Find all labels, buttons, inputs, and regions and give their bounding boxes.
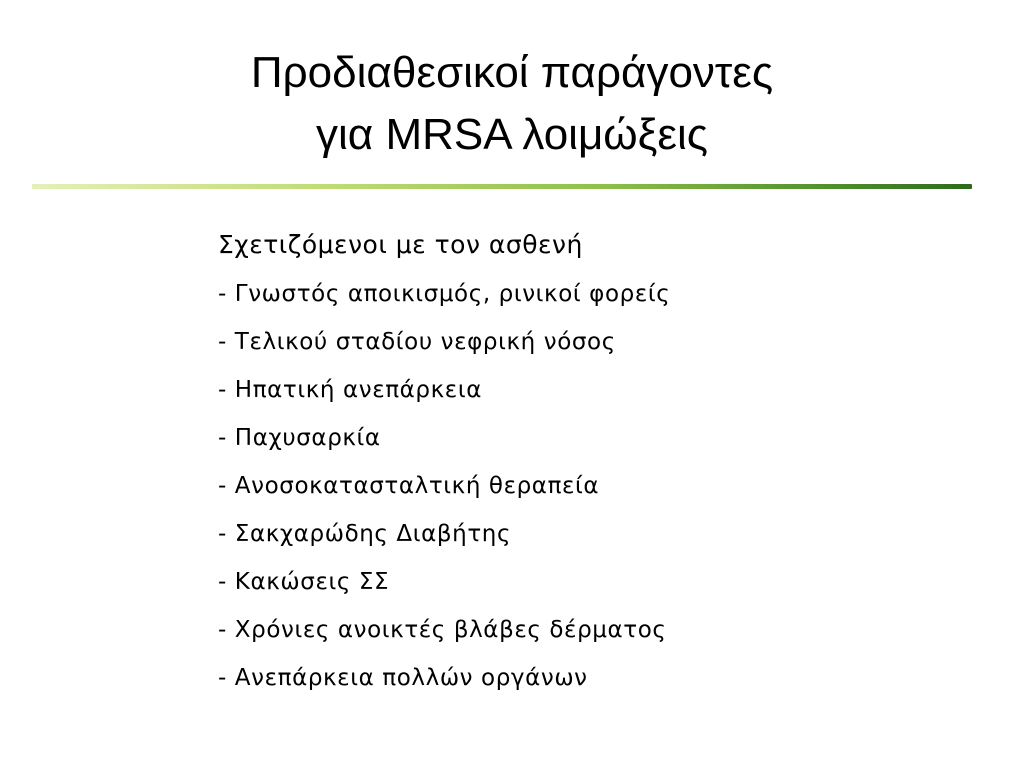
list-item: - Παχυσαρκία	[218, 425, 381, 451]
title-divider	[32, 184, 972, 189]
list-item: - Χρόνιες ανοικτές βλάβες δέρματος	[218, 617, 667, 643]
slide-title-line-2: για MRSA λοιμώξεις	[316, 110, 708, 159]
list-item: - Τελικού σταδίου νεφρική νόσος	[218, 329, 616, 355]
slide-title-line-1: Προδιαθεσικοί παράγοντες	[250, 48, 774, 97]
slide-body	[218, 222, 978, 702]
list-item: - Ανεπάρκεια πολλών οργάνων	[218, 665, 588, 691]
list-item: - Γνωστός αποικισμός, ρινικοί φορείς	[218, 281, 671, 307]
list-item: - Σακχαρώδης Διαβήτης	[218, 521, 512, 547]
list-item: - Κακώσεις ΣΣ	[218, 569, 390, 595]
section-heading: Σχετιζόμενοι με τον ασθενή	[218, 230, 583, 259]
list-item: - Ηπατική ανεπάρκεια	[218, 377, 482, 403]
slide-title	[0, 42, 1024, 166]
list-item: - Ανοσοκατασταλτική θεραπεία	[218, 473, 600, 499]
